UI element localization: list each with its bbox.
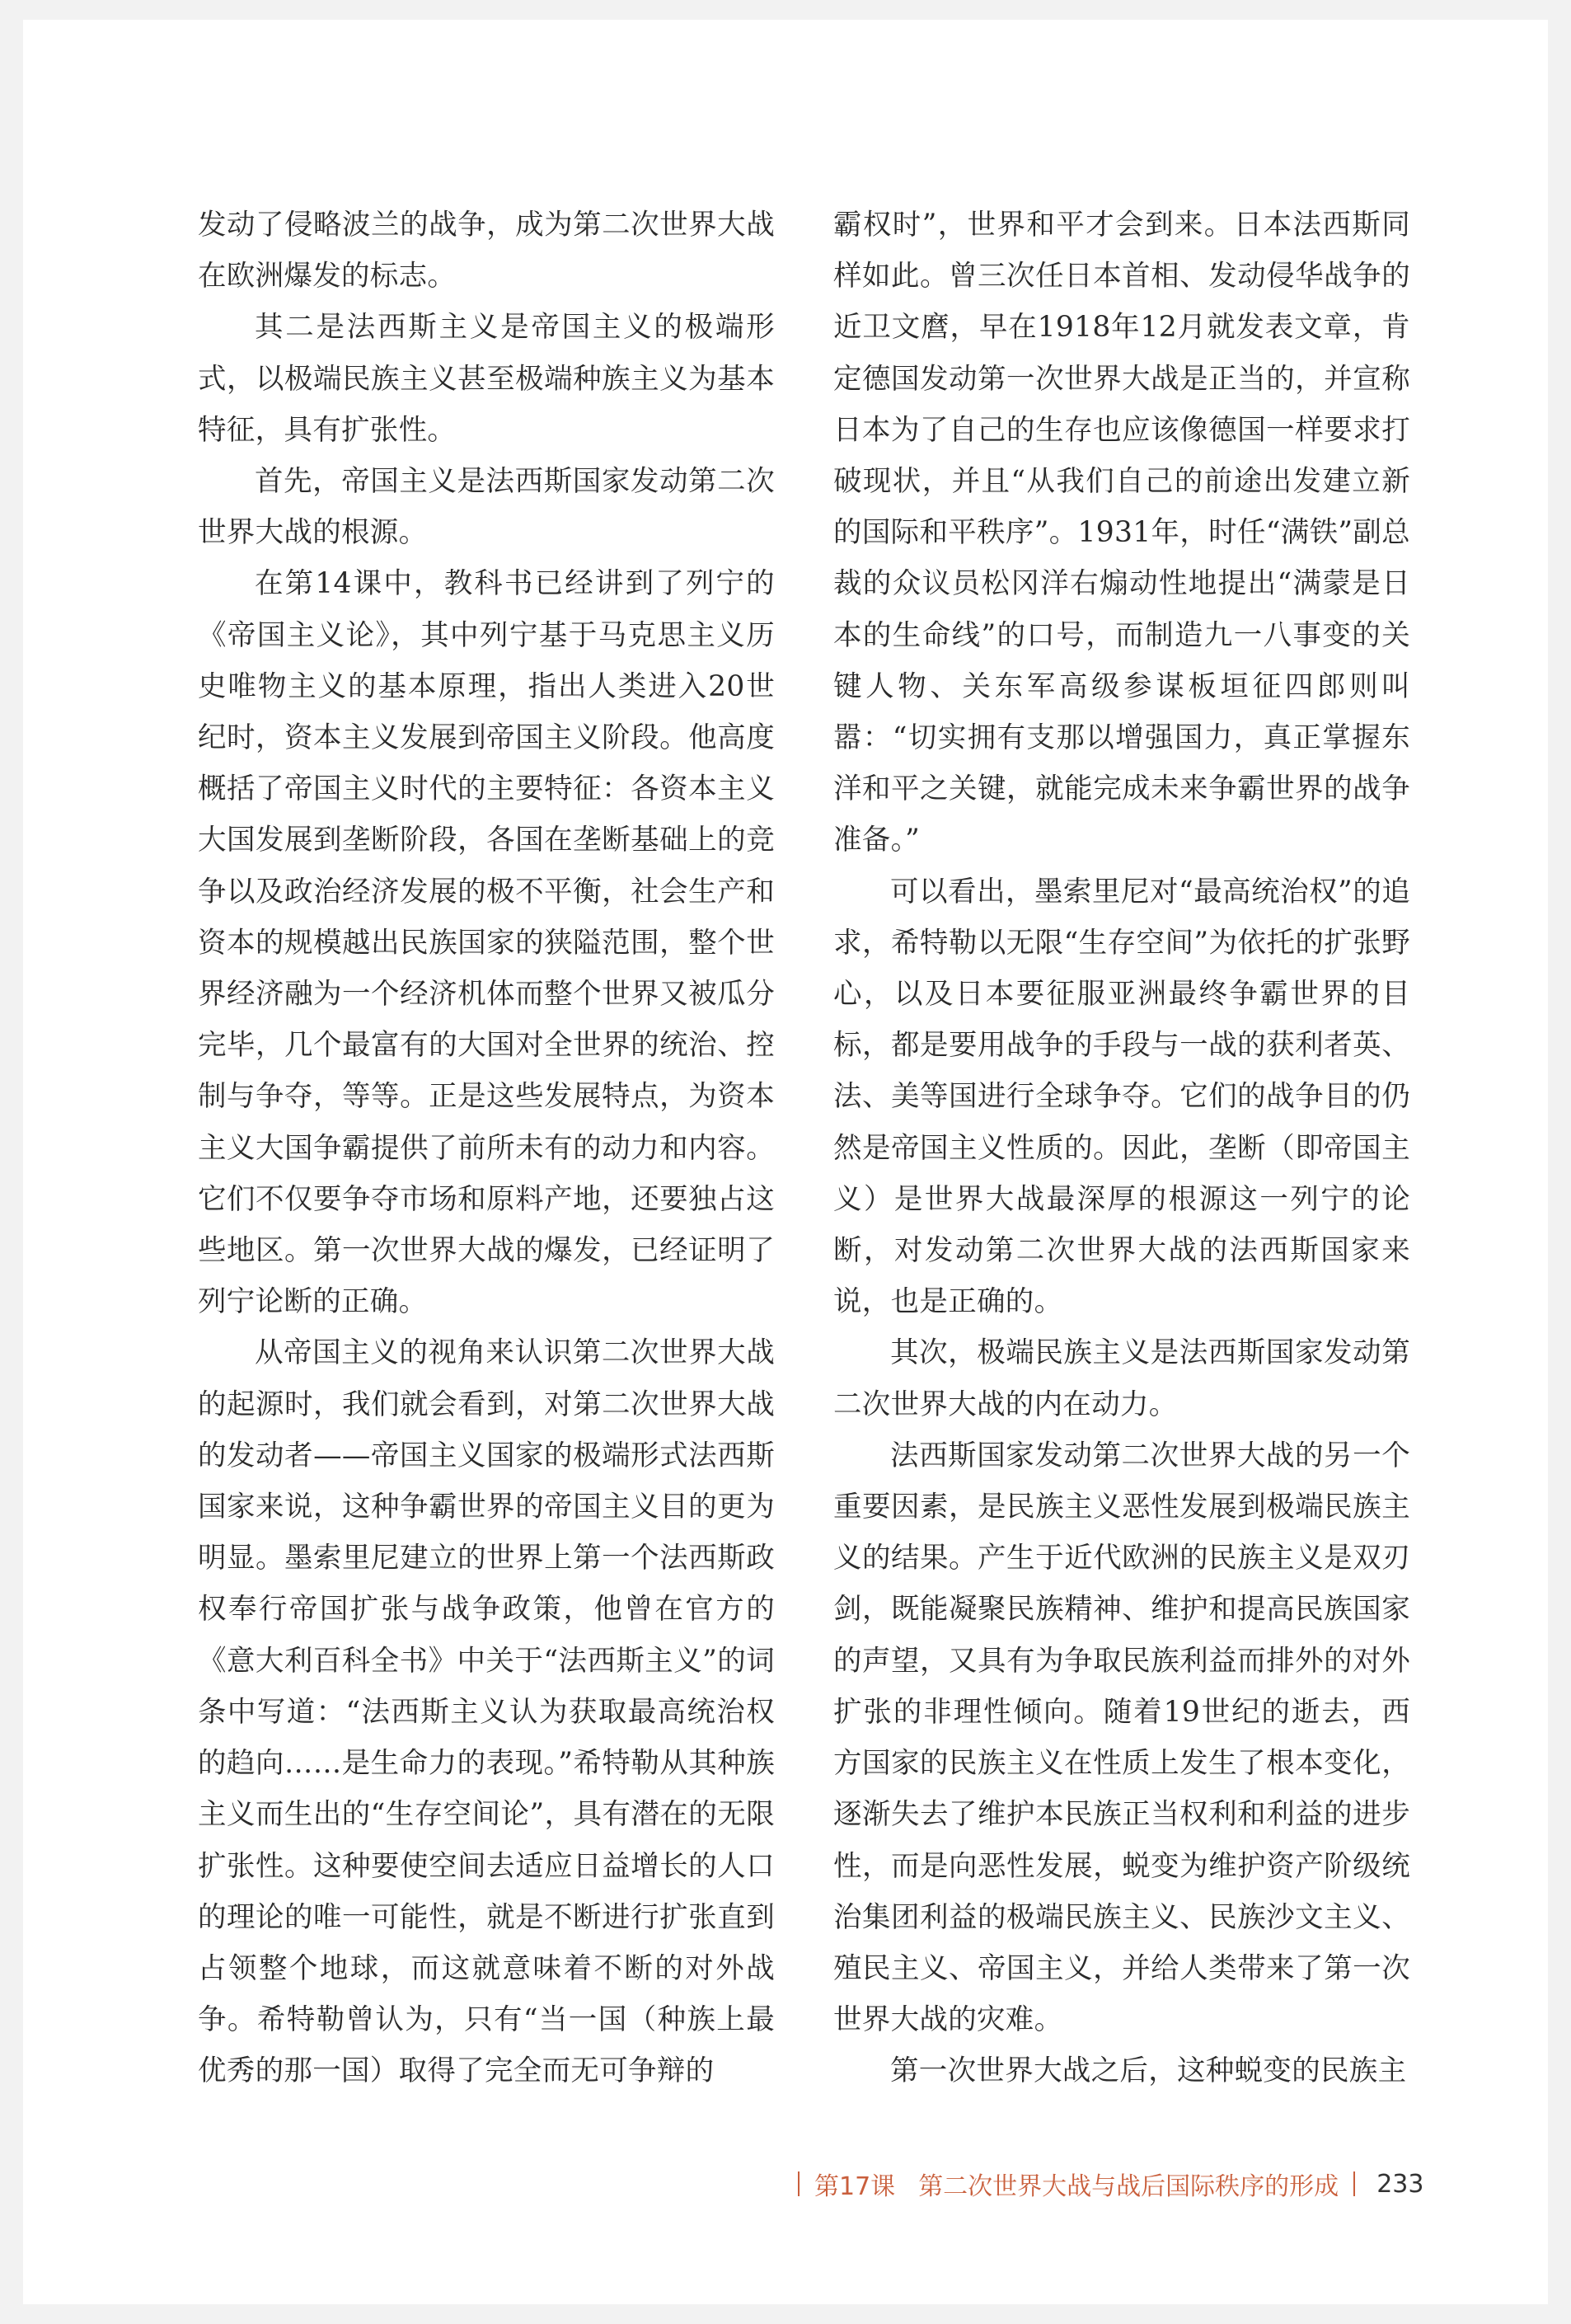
book-page: [23, 20, 1548, 2304]
paragraph: 第一次世界大战之后，这种蜕变的民族主: [890, 2054, 1407, 2088]
paragraph: 法西斯国家发动第二次世界大战的另一个重要因素，是民族主义恶性发展到极端民族主义的结果。产生于近代欧洲的民族主义是双刃剑，既能凝聚民族精神、维护和提高民族国家的声望，又具有为争取民族利益而排外的对外扩张的非理性倾向。随着19世纪的逝去，西方国家的民族主义在性质上发生了根本变化，逐渐失去了维护本民族正当权利和利益的进步性，而是向恶性发展，蜕变为维护资产阶级统治集团利益的极端民族主义、民族沙文主义、殖民主义、帝国主义，并给人类带来了第一次世界大战的灾难。: [833, 1439, 1410, 2037]
paragraph: 从帝国主义的视角来认识第二次世界大战的起源时，我们就会看到，对第二次世界大战的发动者——帝国主义国家的极端形式法西斯国家来说，这种争霸世界的帝国主义目的更为明显。墨索里尼建立的世界上第一个法西斯政权奉行帝国扩张与战争政策，他曾在官方的《意大利百科全书》中关于“法西斯主义”的词条中写道：“法西斯主义认为获取最高统治权的趋向……是生命力的表现。”希特勒从其种族主义而生出的“生存空间论”，具有潜在的无限扩张性。这种要使空间去适应日益增长的人口的理论的唯一可能性，就是不断进行扩张直到占领整个地球，而这就意味着不断的对外战争。希特勒曾认为，只有“当一国（种族上最优秀的那一国）取得了完全而无可争辩的: [198, 1336, 775, 2088]
footer-divider-right: [1353, 2171, 1355, 2196]
paragraph-continued: 发动了侵略波兰的战争，成为第二次世界大战在欧洲爆发的标志。: [198, 209, 775, 293]
page-number: 233: [1376, 2169, 1424, 2199]
paragraph: 在第14课中，教科书已经讲到了列宁的《帝国主义论》，其中列宁基于马克思主义历史唯物主义的基本原理，指出人类进入20世纪时，资本主义发展到帝国主义阶段。他高度概括了帝国主义时代的主要特征：各资本主义大国发展到垄断阶段，各国在垄断基础上的竞争以及政治经济发展的极不平衡，社会生产和资本的规模越出民族国家的狭隘范围，整个世界经济融为一个经济机体而整个世界又被瓜分完毕，几个最富有的大国对全世界的统治、控制与争夺，等等。正是这些发展特点，为资本主义大国争霸提供了前所未有的动力和内容。它们不仅要争夺市场和原料产地，还要独占这些地区。第一次世界大战的爆发，已经证明了列宁论断的正确。: [198, 567, 775, 1319]
right-text-column: [833, 200, 1410, 2097]
left-text-column: [198, 200, 775, 2097]
footer-lesson-title: 第二次世界大战与战后国际秩序的形成: [918, 2172, 1339, 2201]
paragraph: 其次，极端民族主义是法西斯国家发动第二次世界大战的内在动力。: [833, 1336, 1410, 1421]
paragraph-continued: 霸权时”，世界和平才会到来。日本法西斯同样如此。曾三次任日本首相、发动侵华战争的近卫文麿，早在1918年12月就发表文章，肯定德国发动第一次世界大战是正当的，并宣称日本为了自己的生存也应该像德国一样要求打破现状，并且“从我们自己的前途出发建立新的国际和平秩序”。1931年，时任“满铁”副总裁的众议员松冈洋右煽动性地提出“满蒙是日本的生命线”的口号，而制造九一八事变的关键人物、关东军高级参谋板垣征四郎则叫嚣：“切实拥有支那以增强国力，真正掌握东洋和平之关键，就能完成未来争霸世界的战争准备。”: [833, 209, 1410, 857]
paragraph: 可以看出，墨索里尼对“最高统治权”的追求，希特勒以无限“生存空间”为依托的扩张野心，以及日本要征服亚洲最终争霸世界的目标，都是要用战争的手段与一战的获利者英、法、美等国进行全球争夺。它们的战争目的仍然是帝国主义性质的。因此，垄断（即帝国主义）是世界大战最深厚的根源这一列宁的论断，对发动第二次世界大战的法西斯国家来说，也是正确的。: [833, 875, 1410, 1319]
paragraph: 首先，帝国主义是法西斯国家发动第二次世界大战的根源。: [198, 465, 775, 550]
paragraph: 其二是法西斯主义是帝国主义的极端形式，以极端民族主义甚至极端种族主义为基本特征，具有扩张性。: [198, 311, 775, 447]
footer-divider-left: [798, 2171, 800, 2196]
footer-lesson-number: 第17课: [814, 2172, 896, 2201]
page-footer: [798, 2163, 1423, 2204]
